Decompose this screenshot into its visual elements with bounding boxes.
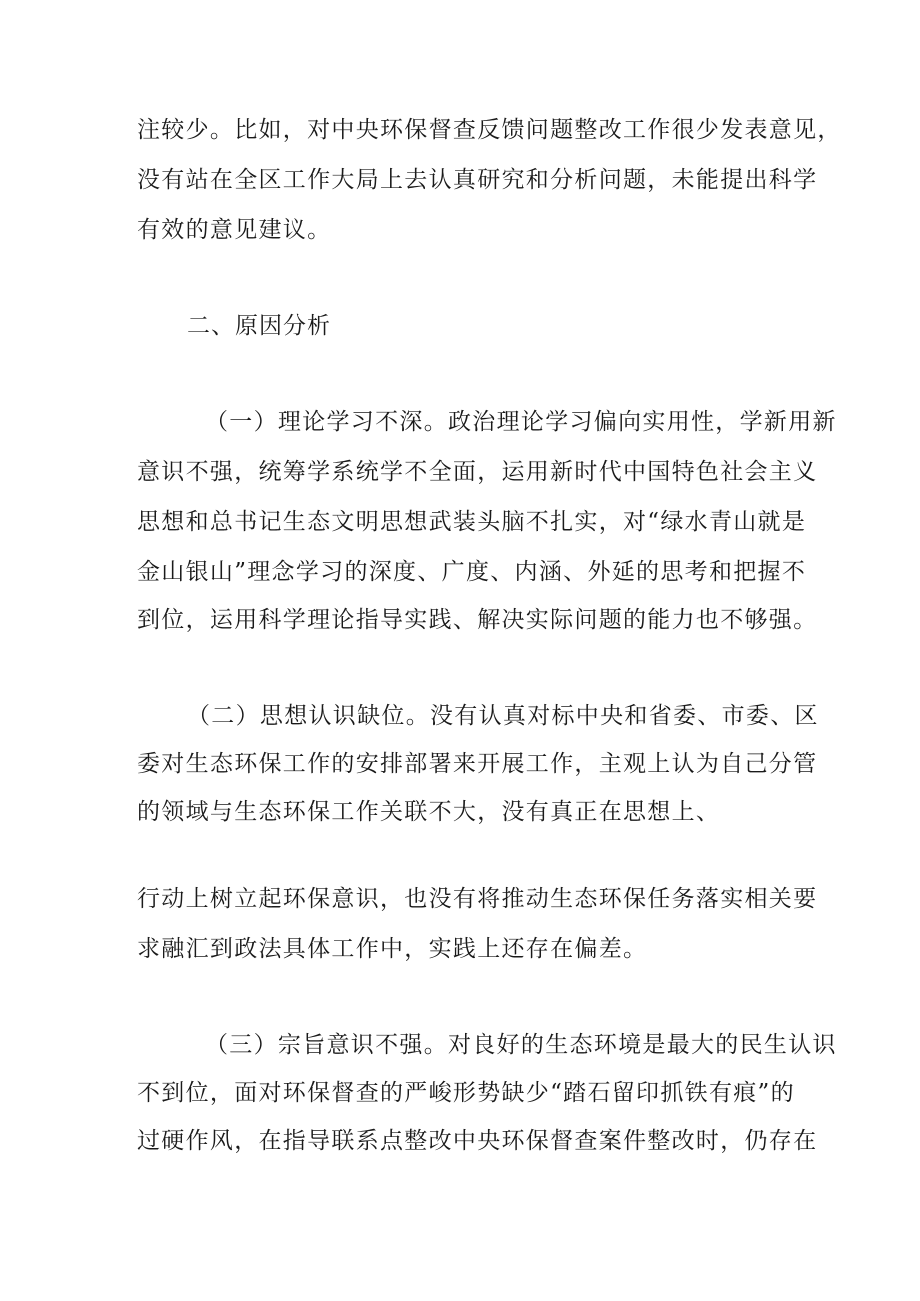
- section-heading: 二、原因分析: [187, 313, 331, 339]
- paragraph-line: 到位，运用科学理论指导实践、解决实际问题的能力也不够强。: [137, 607, 818, 633]
- paragraph-line: 不到位，面对环保督查的严峻形势缺少“踏石留印抓铁有痕”的: [137, 1080, 795, 1106]
- paragraph-line: 思想和总书记生态文明思想武装头脑不扎实，对“绿水青山就是: [137, 509, 807, 535]
- paragraph-line: （二）思想认识缺位。没有认真对标中央和省委、市委、区: [187, 703, 819, 729]
- paragraph-line: 求融汇到政法具体工作中，实践上还存在偏差。: [137, 936, 648, 962]
- paragraph-line: 金山银山”理念学习的深度、广度、内涵、外延的思考和把握不: [137, 559, 807, 585]
- paragraph-line: 注较少。比如，对中央环保督查反馈问题整改工作很少发表意见，: [137, 117, 842, 143]
- paragraph-line: （一）理论学习不深。政治理论学习偏向实用性，学新用新: [205, 409, 837, 435]
- paragraph-line: 的领域与生态环保工作关联不大，没有真正在思想上、: [137, 799, 721, 825]
- paragraph-line: 有效的意见建议。: [137, 217, 332, 243]
- paragraph-line: 过硬作风，在指导联系点整改中央环保督查案件整改时，仍存在: [137, 1128, 818, 1154]
- paragraph-line: 没有站在全区工作大局上去认真研究和分析问题，未能提出科学: [137, 167, 818, 193]
- paragraph-line: 意识不强，统筹学系统学不全面，运用新时代中国特色社会主义: [137, 459, 818, 485]
- paragraph-line: 委对生态环保工作的安排部署来开展工作，主观上认为自己分管: [137, 751, 818, 777]
- paragraph-line: （三）宗旨意识不强。对良好的生态环境是最大的民生认识: [205, 1032, 837, 1058]
- paragraph-line: 行动上树立起环保意识，也没有将推动生态环保任务落实相关要: [137, 886, 818, 912]
